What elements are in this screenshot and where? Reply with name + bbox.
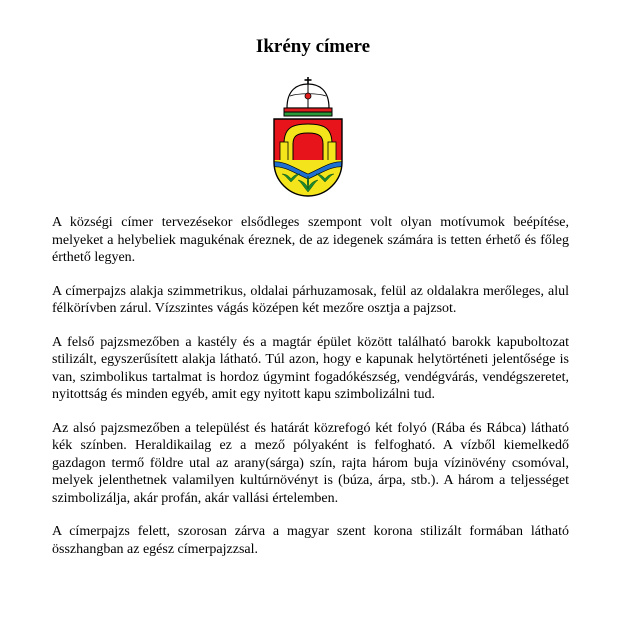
description-text xyxy=(52,214,569,574)
paragraph: Az alsó pajzsmezőben a települést és határát közrefogó két folyó (Rába és Rábca) látható kék színben. Heraldikailag ez a mező pólyaként is felfogható. A vízből kiemelkedő gazdagon termő földre utal az arany(sárga) szín, rajta három buja vízinövény csomóval, melyek jelenthetnek valamilyen kultúrnövényt is (búza, árpa, stb.). A három a teljességet szimbolizálja, akár profán, akár vallási értelemben. xyxy=(52,420,569,506)
paragraph: A címerpajzs alakja szimmetrikus, oldalai párhuzamosak, felül az oldalakra merőleges, alul félkörívben zárul. Vízszintes vágás középen két mezőre osztja a pajzsot. xyxy=(52,283,569,316)
crown-icon xyxy=(284,77,332,116)
page-title: Ikrény címere xyxy=(255,36,371,57)
paragraph: A felső pajzsmezőben a kastély és a magtár épület között található barokk kapuboltozat stilizált, egyszerűsített alakja látható. Túl azon, hogy e kapunak helytörténeti jelentősége is van, szimbolikus tartalmat is hordoz úgymint fogadókészség, vendégvárás, vendégszeretet, nyitottság és minden egyéb, amit egy nyitott kapu szimbolizálni tud. xyxy=(52,334,569,402)
shield-icon xyxy=(270,116,346,200)
paragraph: A címerpajzs felett, szorosan zárva a magyar szent korona stilizált formában látható összhangban az egész címerpajzzsal. xyxy=(52,524,569,557)
paragraph: A községi címer tervezésekor elsődleges szempont volt olyan motívumok beépítése, melyeket a helybeliek magukénak éreznek, de az idegenek számára is tetten érhető és főleg érthető legyen. xyxy=(52,215,569,265)
coat-of-arms-emblem xyxy=(270,76,346,200)
